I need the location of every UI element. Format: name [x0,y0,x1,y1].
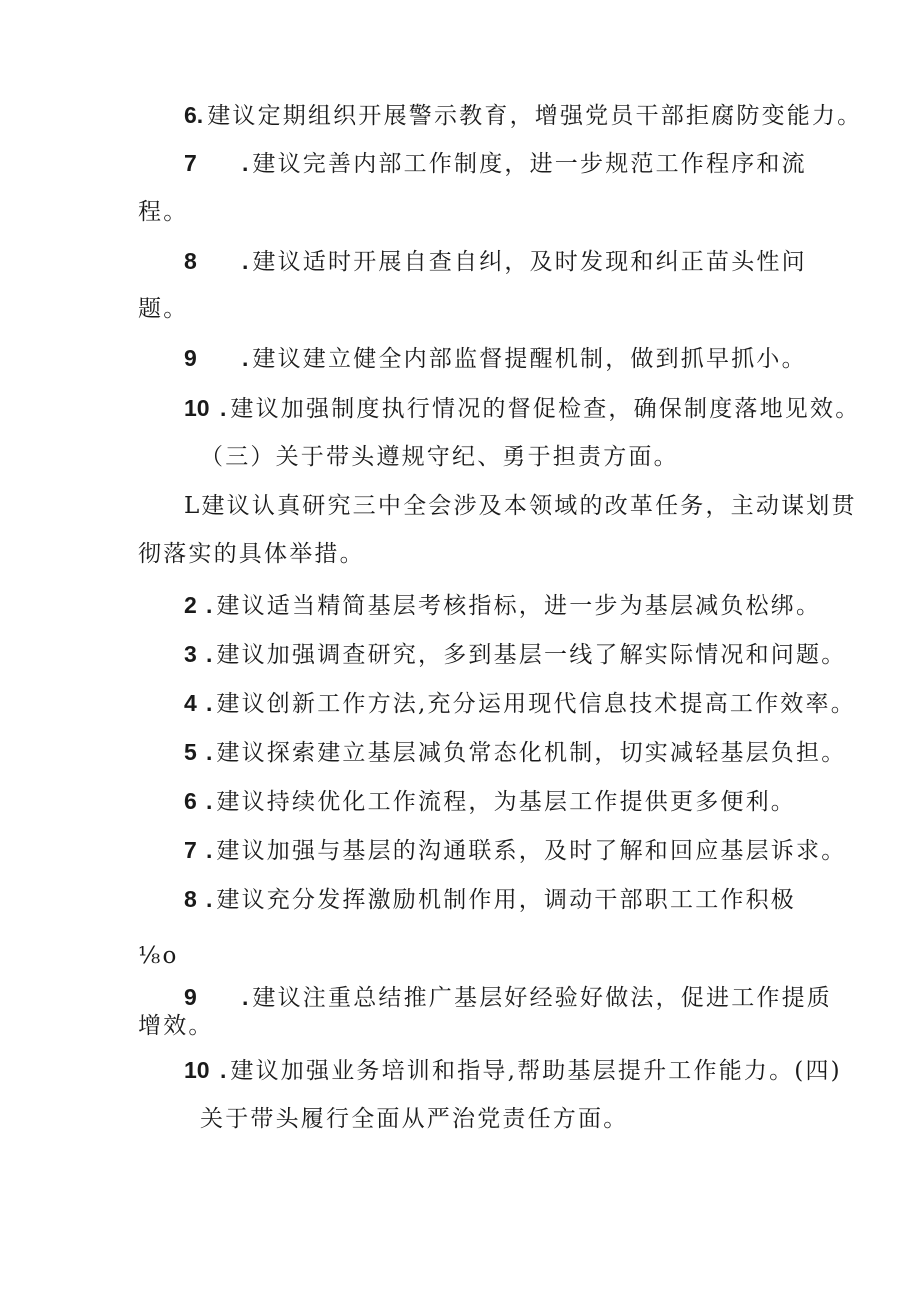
item-separator: . [220,1057,227,1083]
line-10 [138,539,365,569]
item-text: 建议创新工作方法,充分运用现代信息技术提高工作效率。 [216,691,856,717]
item-separator: . [242,248,249,274]
line-1 [184,100,862,131]
item-separator: . [206,886,213,912]
line-8 [200,442,679,472]
item-number: 9 [184,345,197,371]
item-number: 3 [184,641,197,667]
item-separator: . [242,345,249,371]
item-number: 10 [184,395,210,421]
item-number: 6 [184,102,197,128]
item-text: 建议持续优化工作流程，为基层工作提供更多便利。 [216,789,796,815]
item-separator: . [242,150,249,176]
item-text: 建议注重总结推广基层好经验好做法，促进工作提质 [252,985,832,1011]
item-number: 10 [184,1057,210,1083]
item-text: 建议充分发挥激励机制作用，调动干部职工工作积极 [216,887,796,913]
item-separator: . [206,837,213,863]
line-11 [184,590,821,621]
line-2 [184,148,807,179]
item-text: 程。 [138,199,189,225]
item-separator: . [242,984,249,1010]
item-text: 建议适当精简基层考核指标，进一步为基层减负松绑。 [216,593,822,619]
item-text: 建议定期组织开展警示教育，增强党员干部拒腐防变能力。 [207,103,863,129]
item-text: 建议加强与基层的沟通联系，及时了解和回应基层诉求。 [216,838,847,864]
line-20 [138,1011,214,1041]
item-text: 建议加强制度执行情况的督促检查，确保制度落地见效。 [230,396,861,422]
item-number: 5 [184,739,197,765]
line-4 [184,246,807,277]
item-text: ⅛o [138,943,179,969]
item-number: 8 [184,886,197,912]
item-number: 7 [184,150,197,176]
line-15 [184,786,796,817]
line-17 [184,884,796,915]
line-13 [184,688,856,719]
item-separator: . [206,788,213,814]
section-heading: （三）关于带头遵规守纪、勇于担责方面。 [200,444,679,470]
item-text: 建议适时开展自查自纠，及时发现和纠正苗头性问 [252,249,807,275]
item-text: 建议完善内部工作制度，进一步规范工作程序和流 [252,151,807,177]
item-separator: . [206,641,213,667]
item-number: 9 [184,984,197,1010]
line-21 [184,1055,842,1086]
item-number: 6 [184,788,197,814]
item-text: 增效。 [138,1013,214,1039]
item-text: 建议加强调查研究，多到基层一线了解实际情况和问题。 [216,642,847,668]
item-number: 2 [184,592,197,618]
line-14 [184,737,846,768]
line-9 [184,491,857,521]
item-number: 7 [184,837,197,863]
line-18 [138,941,179,971]
item-separator: . [196,102,204,128]
item-text: 建议加强业务培训和指导,帮助基层提升工作能力。(四) [230,1058,842,1084]
item-text: 题。 [138,296,189,322]
item-number: 4 [184,690,197,716]
item-text: 关于带头履行全面从严治党责任方面。 [200,1106,629,1132]
item-separator: . [206,739,213,765]
item-number: 8 [184,248,197,274]
item-separator: . [220,395,227,421]
item-separator: . [206,592,213,618]
line-22 [200,1104,628,1134]
line-16 [184,835,846,866]
line-7 [184,393,860,424]
item-text: 建议探索建立基层减负常态化机制，切实减轻基层负担。 [216,740,847,766]
line-5 [138,294,188,324]
item-text: 彻落实的具体举措。 [138,541,365,567]
line-12 [184,639,846,670]
item-text: L建议认真研究三中全会涉及本领域的改革任务，主动谋划贯 [184,493,857,519]
line-3 [138,197,188,227]
line-19 [184,982,832,1013]
line-6 [184,343,807,374]
item-separator: . [206,690,213,716]
item-text: 建议建立健全内部监督提醒机制，做到抓早抓小。 [252,346,807,372]
